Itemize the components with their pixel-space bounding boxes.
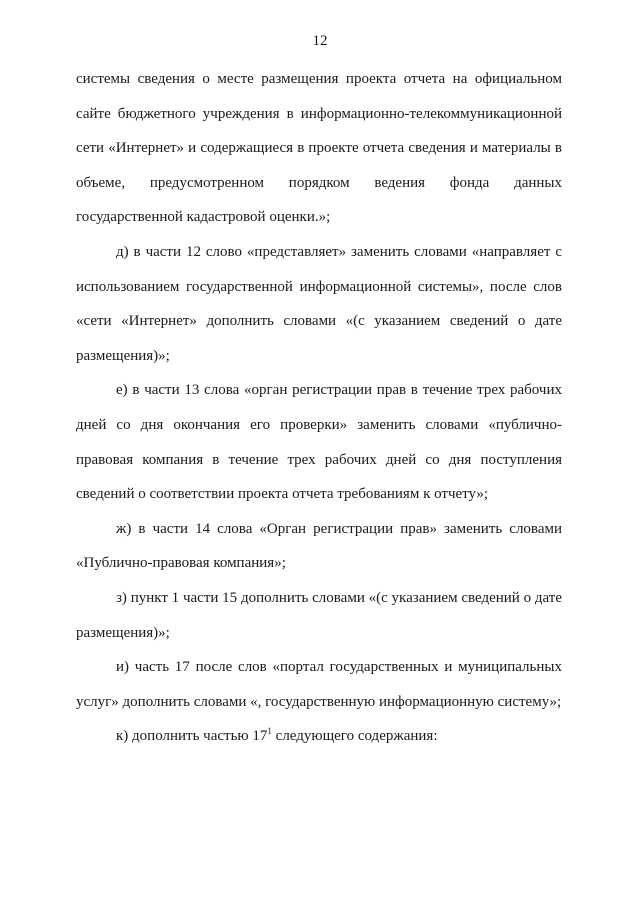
paragraph-i: и) часть 17 после слов «портал государственных и муниципальных услуг» дополнить словами «, государственную информационную систему»; — [76, 659, 562, 710]
paragraph-k — [76, 719, 562, 754]
paragraph-z: з) пункт 1 части 15 дополнить словами «(с указанием сведений о дате размещения)»; — [76, 589, 562, 641]
paragraph-k-text-before: к) дополнить частью 17 — [116, 728, 268, 745]
paragraph-d: д) в части 12 слово «представляет» заменить словами «направляет с использованием государственной информационной системы», после слов «сети «Интернет» дополнить словами «(с указанием сведений о дате размещения)»; — [76, 243, 562, 364]
paragraph-zh: ж) в части 14 слова «Орган регистрации прав» заменить словами «Публично-правовая компания»; — [76, 520, 562, 572]
paragraph-k-superscript: 1 — [267, 726, 272, 737]
paragraph-k-text-after: следующего содержания: — [271, 728, 438, 745]
document-body — [76, 62, 562, 754]
paragraph-continuation: системы сведения о месте размещения проекта отчета на официальном сайте бюджетного учреждения в информационно-телекоммуникационной сети «Интернет» и содержащиеся в проекте отчета сведения и материалы в объеме, предусмотренном порядком ведения фонда данных государственной кадастровой оценки.»; — [76, 71, 562, 226]
paragraph-e: е) в части 13 слова «орган регистрации прав в течение трех рабочих дней со дня окончания его проверки» заменить словами «публично-правовая компания в течение трех рабочих дней со дня поступления сведений о соответствии проекта отчета требованиям к отчету»; — [76, 382, 562, 503]
page-number: 12 — [312, 33, 328, 49]
